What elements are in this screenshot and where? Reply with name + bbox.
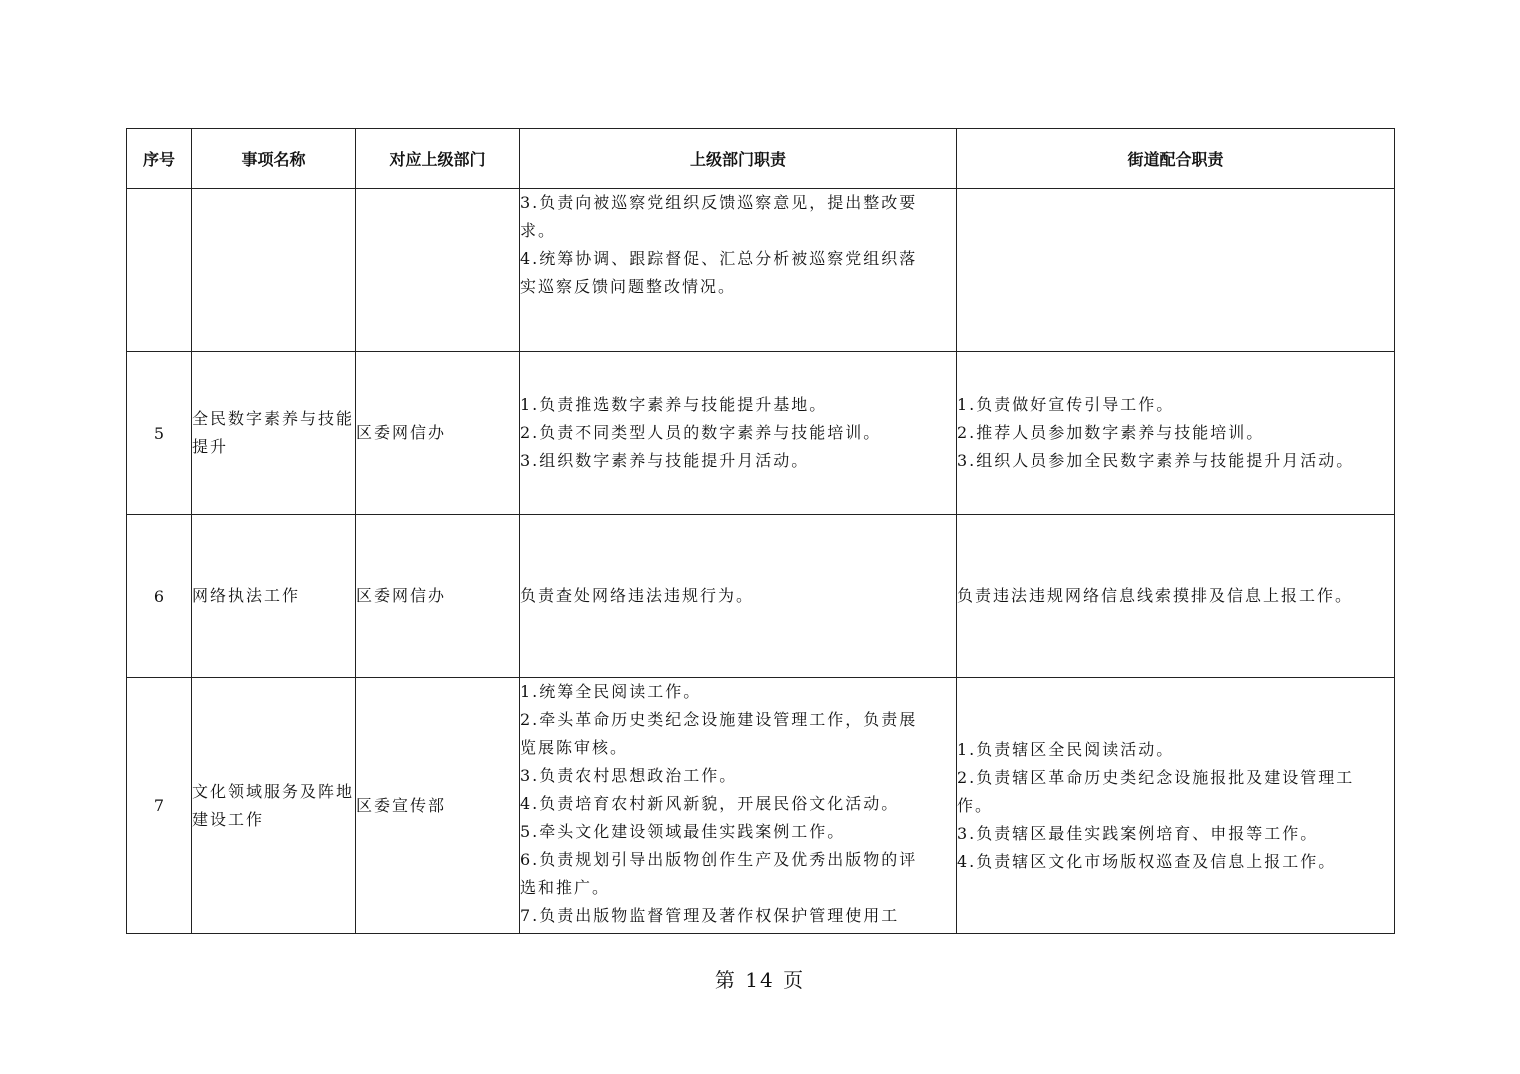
item-name: 网络执法工作 [192,586,301,605]
item-name: 全民数字素养与技能提升 [192,409,355,456]
duty-line: 2.负责辖区革命历史类纪念设施报批及建设管理工 [957,767,1355,787]
duty-line: 2.牵头革命历史类纪念设施建设管理工作，负责展 [520,710,918,729]
header-street-duty: 街道配合职责 [957,129,1395,189]
duty-line: 1.负责辖区全民阅读活动。 [957,739,1175,759]
header-no: 序号 [127,129,192,189]
duty-line: 实巡察反馈问题整改情况。 [520,277,737,296]
table-row [127,352,1395,515]
duty-line: 1.负责做好宣传引导工作。 [957,395,1175,414]
duty-line: 3.组织人员参加全民数字素养与技能提升月活动。 [957,451,1355,470]
cell-dept: 区委宣传部 [356,678,520,934]
duty-line: 4.统筹协调、跟踪督促、汇总分析被巡察党组织落 [520,249,918,268]
item-name: 文化领域服务及阵地建设工作 [192,781,355,829]
cell-no: 6 [127,515,192,678]
cell-street-duty [957,515,1395,678]
cell-name [192,678,356,934]
duty-line: 1.统筹全民阅读工作。 [520,682,702,701]
cell-name [192,352,356,515]
cell-upper-duty [520,678,957,934]
cell-dept [356,189,520,352]
cell-street-duty [957,189,1395,352]
table-row [127,515,1395,678]
header-upper-duty: 上级部门职责 [520,129,957,189]
duty-table [126,128,1395,934]
table-row [127,189,1395,352]
cell-dept: 区委网信办 [356,515,520,678]
cell-street-duty [957,678,1395,934]
header-dept: 对应上级部门 [356,129,520,189]
duty-line: 1.负责推选数字素养与技能提升基地。 [520,395,828,414]
cell-no: 7 [127,678,192,934]
duty-line: 选和推广。 [520,878,611,897]
duty-line: 3.负责辖区最佳实践案例培育、申报等工作。 [957,823,1319,843]
cell-upper-duty [520,189,957,352]
header-row [127,129,1395,189]
cell-upper-duty [520,515,957,678]
duty-line: 3.负责农村思想政治工作。 [520,766,738,785]
duty-line: 5.牵头文化建设领域最佳实践案例工作。 [520,822,846,841]
table-row [127,678,1395,934]
cell-name [192,189,356,352]
duty-line: 4.负责辖区文化市场版权巡查及信息上报工作。 [957,851,1337,871]
cell-street-duty [957,352,1395,515]
header-name: 事项名称 [192,129,356,189]
duty-line: 求。 [520,221,557,240]
cell-upper-duty [520,352,957,515]
duty-line: 览展陈审核。 [520,738,629,757]
duty-line: 负责查处网络违法违规行为。 [520,586,755,605]
duty-line: 3.负责向被巡察党组织反馈巡察意见，提出整改要 [520,193,918,212]
duty-line: 作。 [957,795,994,815]
duty-line: 6.负责规划引导出版物创作生产及优秀出版物的评 [520,850,918,869]
cell-no: 5 [127,352,192,515]
duty-line: 2.推荐人员参加数字素养与技能培训。 [957,423,1265,442]
cell-dept: 区委网信办 [356,352,520,515]
duty-line: 7.负责出版物监督管理及著作权保护管理使用工 [520,906,900,925]
cell-name [192,515,356,678]
page-number: 第 14 页 [714,968,806,992]
cell-no [127,189,192,352]
duty-line: 4.负责培育农村新风新貌，开展民俗文化活动。 [520,794,900,813]
duty-line: 2.负责不同类型人员的数字素养与技能培训。 [520,423,882,442]
upper-duty-list [520,678,956,932]
duty-line: 3.组织数字素养与技能提升月活动。 [520,451,810,470]
duty-line: 负责违法违规网络信息线索摸排及信息上报工作。 [957,586,1354,605]
